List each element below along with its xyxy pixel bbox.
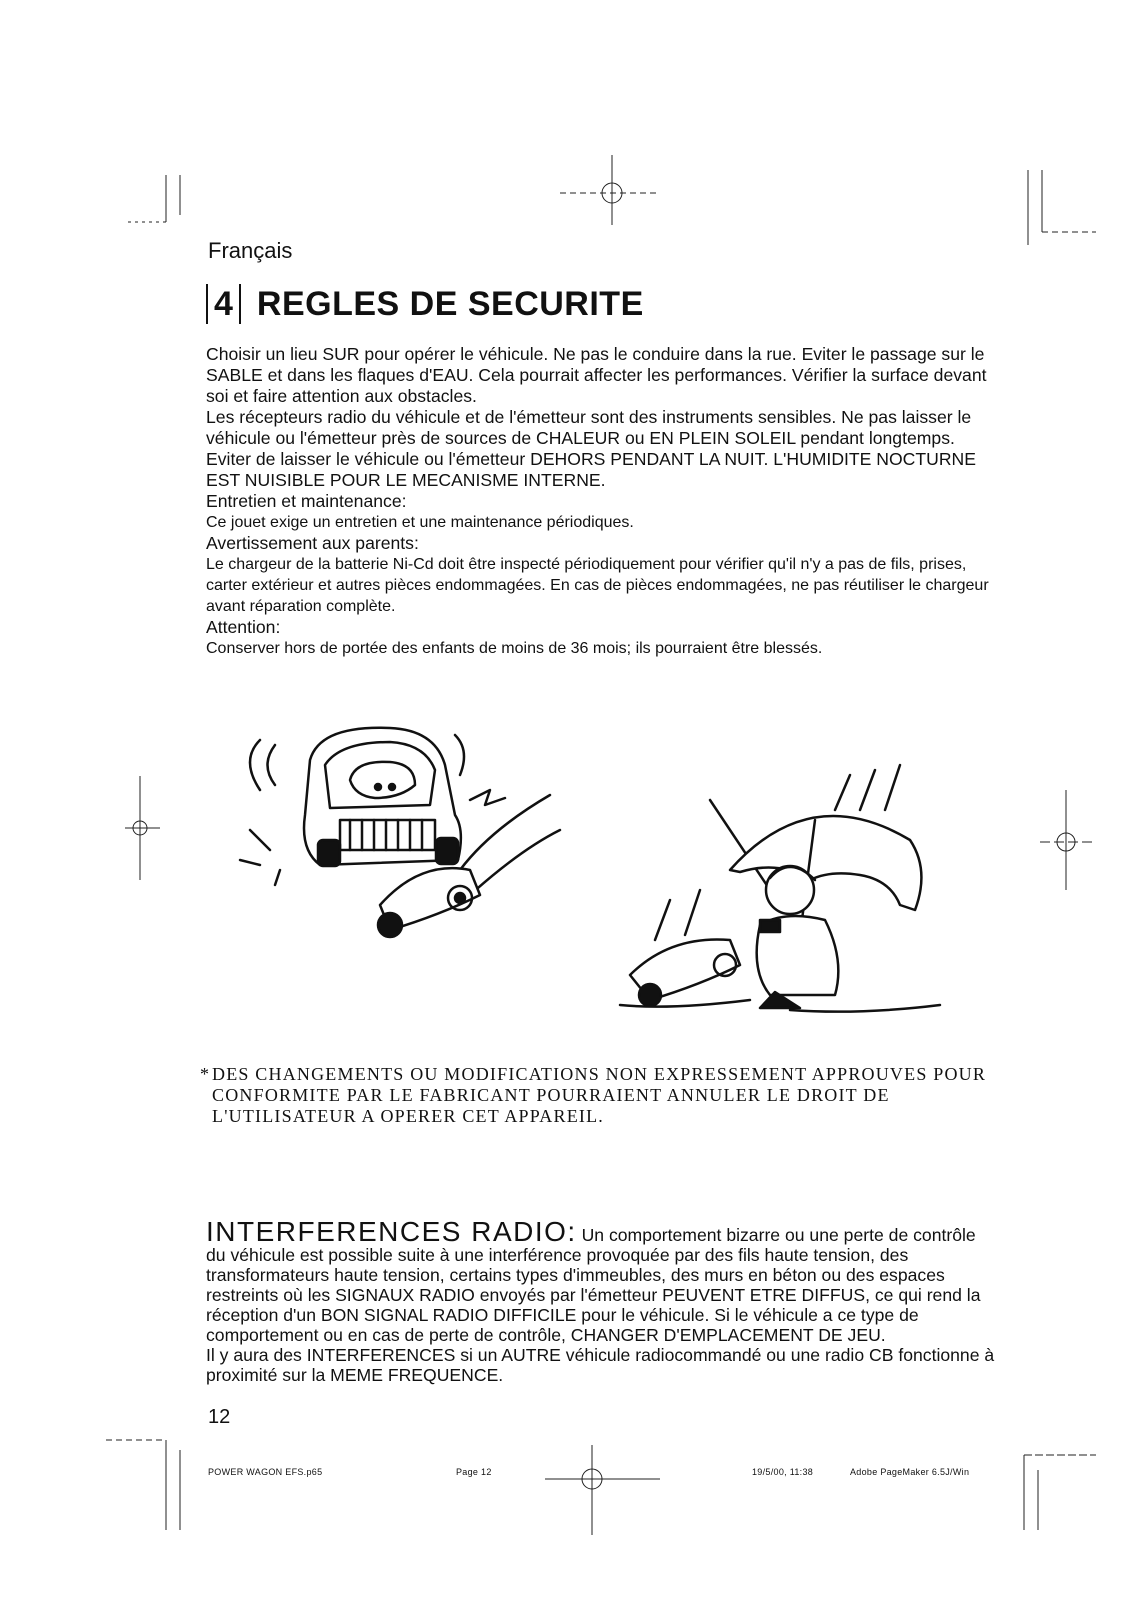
- maintenance-heading: Entretien et maintenance:: [206, 491, 407, 511]
- attention-heading: Attention:: [206, 617, 281, 637]
- maintenance-text: Ce jouet exige un entretien et une maintenance périodiques.: [206, 514, 634, 531]
- section-number: 4: [206, 284, 241, 324]
- section-title: REGLES DE SECURITE: [256, 284, 644, 323]
- parents-text: Le chargeur de la batterie Ni-Cd doit être inspecté périodiquement pour vérifier qu'il n'y a pas de fils, prises, carter extérieur et autres pièces endommagées. En cas de pièces endommagées, ne pas réutiliser le chargeur avant réparation complète.: [206, 556, 989, 615]
- interference-heading: INTERFERENCES RADIO:: [206, 1216, 577, 1247]
- attention-text: Conserver hors de portée des enfants de moins de 36 mois; ils pourraient être blessés.: [206, 640, 823, 657]
- paragraph-night: Eviter de laisser le véhicule ou l'émetteur DEHORS PENDANT LA NUIT. L'HUMIDITE NOCTURNE EST NUISIBLE POUR LE MECANISME INTERNE.: [206, 449, 976, 490]
- parents-heading: Avertissement aux parents:: [206, 533, 419, 553]
- section-header: [206, 284, 644, 324]
- interference-text: Un comportement bizarre ou une perte de contrôle du véhicule est possible suite à une interférence provoquée par des fils haute tension, des transformateurs haute tension, certains types d'immeubles, des murs en béton ou des espaces restreints où les SIGNAUX RADIO envoyés par l'émetteur PEUVENT ETRE DIFFUS, ce qui rend la réception d'un BON SIGNAL RADIO DIFFICILE pour le véhicule. Si le véhicule a ce type de comportement ou en cas de perte de contrôle, CHANGER D'EMPLACEMENT DE JEU.: [206, 1225, 981, 1345]
- footer-filename: POWER WAGON EFS.p65: [208, 1467, 323, 1477]
- fcc-warning: [200, 1064, 1002, 1127]
- safety-rules: [206, 344, 996, 659]
- footer-page: Page 12: [456, 1467, 492, 1477]
- paragraph-radio: Les récepteurs radio du véhicule et de l'émetteur sont des instruments sensibles. Ne pas laisser le véhicule ou l'émetteur près de sources de CHALEUR ou EN PLEIN SOLEIL pendant longtemps.: [206, 407, 972, 448]
- page-number: 12: [208, 1406, 231, 1428]
- footer-app: Adobe PageMaker 6.5J/Win: [850, 1467, 970, 1477]
- warning-bullet: *: [200, 1064, 211, 1084]
- car-and-buggy-illustration: [230, 720, 590, 950]
- language-label: Français: [208, 238, 293, 263]
- paragraph-location: Choisir un lieu SUR pour opérer le véhicule. Ne pas le conduire dans la rue. Eviter le passage sur le SABLE et dans les flaques d'EAU. Cela pourrait affecter les performances. Vérifier la surface devant soi et faire attention aux obstacles.: [206, 344, 987, 406]
- child-umbrella-illustration: [610, 760, 980, 1020]
- warning-text: DES CHANGEMENTS OU MODIFICATIONS NON EXPRESSEMENT APPROUVES POUR CONFORMITE PAR LE FABRICANT POURRAIENT ANNULER LE DROIT DE L'UTILISATEUR A OPERER CET APPAREIL.: [212, 1064, 987, 1126]
- radio-interference-section: [206, 1216, 996, 1385]
- interference-text-2: Il y aura des INTERFERENCES si un AUTRE véhicule radiocommandé ou une radio CB fonctionne à proximité sur la MEME FREQUENCE.: [206, 1345, 995, 1385]
- footer-date: 19/5/00, 11:38: [752, 1467, 814, 1477]
